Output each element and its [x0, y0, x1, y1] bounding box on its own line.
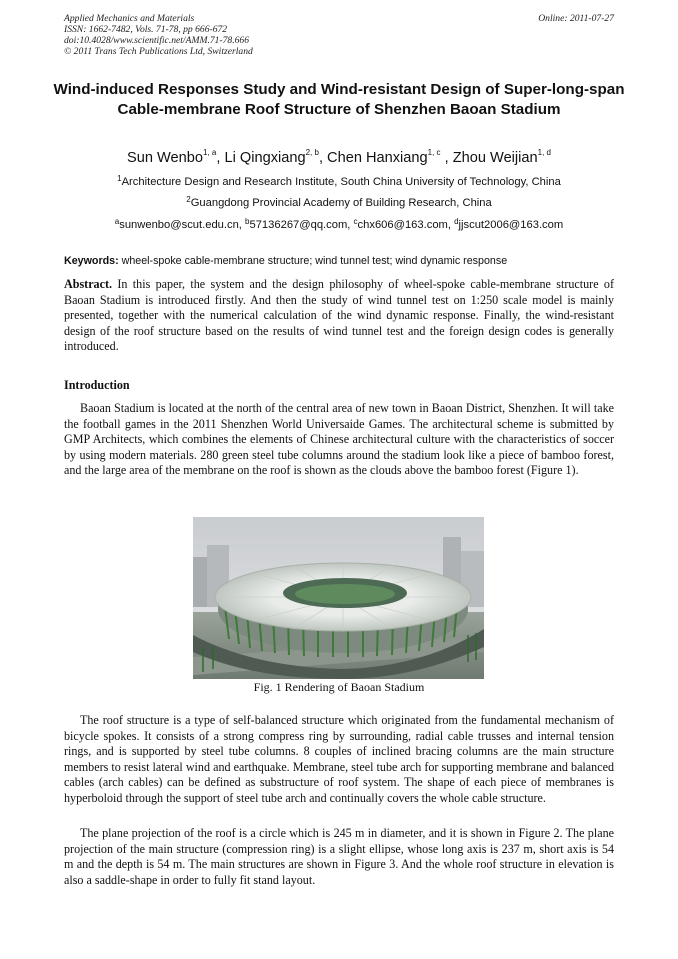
online-date: Online: 2011-07-27: [538, 13, 614, 24]
author-sep: ,: [216, 150, 225, 166]
author-sup: 2, b: [305, 148, 319, 157]
abstract-label: Abstract.: [64, 277, 113, 291]
doi-line: doi:10.4028/www.scientific.net/AMM.71-78.666: [64, 35, 250, 46]
issn-line: ISSN: 1662-7482, Vols. 71-78, pp 666-672: [64, 24, 228, 35]
email-line: [20, 219, 658, 231]
author-sep: ,: [440, 150, 453, 166]
copyright-line: © 2011 Trans Tech Publications Ltd, Switzerland: [64, 46, 253, 57]
paper-title: Wind-induced Responses Study and Wind-resistant Design of Super-long-span Cable-membrane Roof Structure of Shenzhen Baoan Stadium: [53, 81, 625, 118]
figure-caption: Fig. 1 Rendering of Baoan Stadium: [253, 680, 425, 694]
author-sup: 1, d: [537, 148, 551, 157]
intro-paragraph-1: Baoan Stadium is located at the north of the central area of new town in Baoan District, Shenzhen. It will take the football games in the 2011 Shenzhen World Universaide Games. The architectural scheme is submitted by GMP Architects, which combines the elements of Chinese architectural culture with the characteristics of soccer by using modern materials. 280 green steel tube columns around the stadium look like a piece of bamboo forest, and the large area of the membrane on the roof is shown as the clouds above the bamboo forest (Figure 1).: [64, 401, 614, 478]
email-a: sunwenbo@scut.edu.cn,: [119, 219, 246, 231]
author-list: [20, 150, 658, 166]
abstract-text: In this paper, the system and the design philosophy of wheel-spoke cable-membrane structure of Baoan Stadium is introduced firstly. And then the study of wind tunnel test on 1:250 scale model is mainly presented, together with the numerical calculation of the wind dynamic response. Finally, the wind-resistant design of the roof structure based on the results of wind tunnel test and the foreign design codes is generally introduced.: [64, 277, 614, 354]
email-sup: d: [454, 217, 459, 226]
stadium-illustration: [193, 517, 484, 679]
keywords: [64, 255, 614, 267]
keywords-label: Keywords:: [64, 255, 119, 267]
email-d: jjscut2006@163.com: [458, 219, 564, 231]
email-b: 57136267@qq.com,: [249, 219, 354, 231]
intro-paragraph-3: The plane projection of the roof is a circle which is 245 m in diameter, and it is shown in Figure 2. The plane projection of the main structure (compression ring) is a slight ellipse, whose long axis is 237 m, short axis is 54 m and the depth is 54 m. The main structures are shown in Figure 3. And the whole roof structure in elevation is also a saddle-shape in order to fully fit stand layout.: [64, 826, 614, 887]
email-sup: b: [245, 217, 250, 226]
affiliation-2: [20, 197, 658, 209]
author-name: Zhou Weijian: [452, 150, 538, 166]
author-sup: 1, a: [203, 148, 217, 157]
keywords-text: wheel-spoke cable-membrane structure; wind tunnel test; wind dynamic response: [118, 255, 508, 267]
author-name: Li Qingxiang: [224, 150, 306, 166]
affiliation-sup: 2: [186, 195, 191, 204]
email-sup: a: [114, 217, 120, 226]
affiliation-text: Guangdong Provincial Academy of Building Research, China: [190, 197, 492, 209]
author-sup: 1, c: [427, 148, 441, 157]
affiliation-text: Architecture Design and Research Institute, South China University of Technology, China: [121, 176, 561, 188]
running-header: [64, 13, 614, 57]
affiliation-sup: 1: [117, 174, 122, 183]
intro-paragraph-2: The roof structure is a type of self-balanced structure which originated from the fundamental mechanism of bicycle spokes. It consists of a strong compress ring by surrounding, radial cable trusses and internal tension rings, and is supported by steel tube columns. 8 couples of inclined bracing columns are the main structure members to resist lateral wind and earthquake. Membrane, steel tube arch for supporting membrane and balanced cables (arch cables) can be defined as substructure of roof system. The shape of each piece of membranes is hyperboloid through the support of steel tube arch and continually covers the whole cable structure.: [64, 713, 614, 805]
email-c: chx606@163.com,: [357, 219, 455, 231]
author-name: Sun Wenbo: [127, 150, 203, 166]
section-heading: Introduction: [64, 378, 130, 392]
email-sup: c: [353, 217, 358, 226]
abstract: [64, 277, 614, 355]
affiliation-1: [20, 176, 658, 188]
stadium-rendering-image: [193, 517, 484, 679]
author-name: Chen Hanxiang: [327, 150, 428, 166]
journal-name: Applied Mechanics and Materials: [64, 13, 195, 24]
author-sep: ,: [318, 150, 328, 166]
